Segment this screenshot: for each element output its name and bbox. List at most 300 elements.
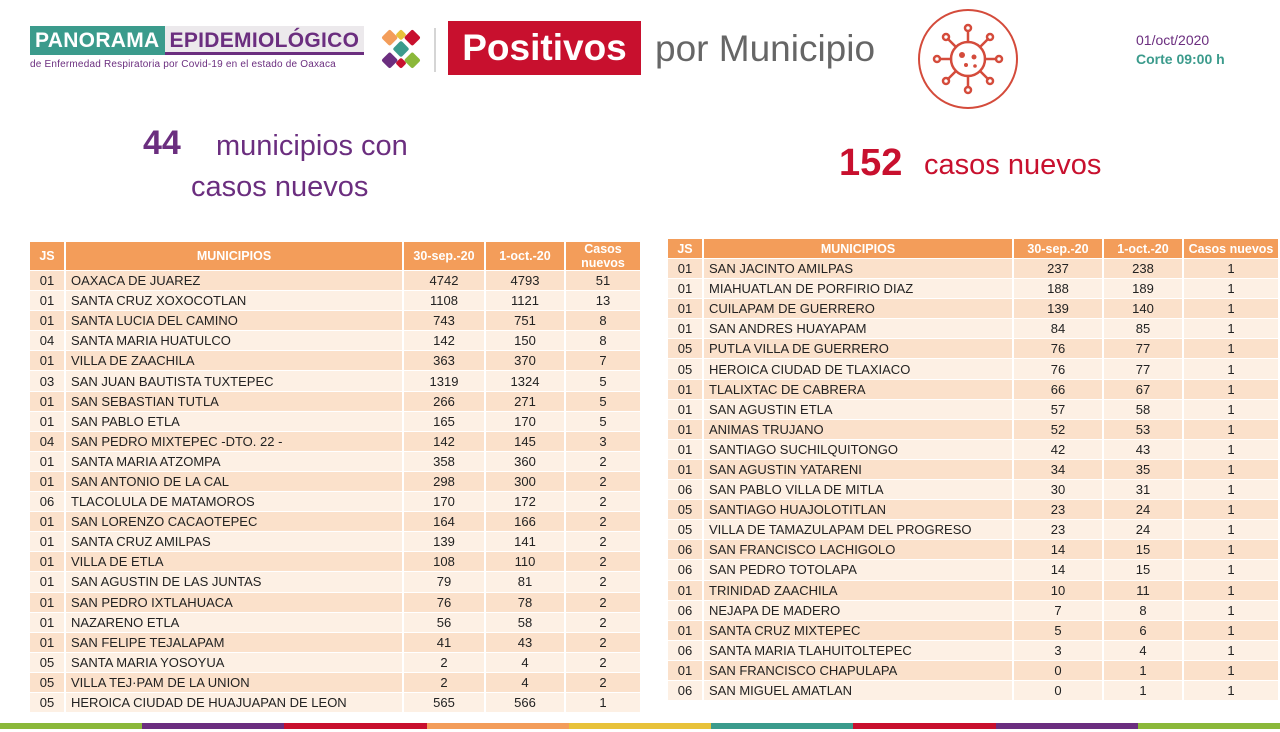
cell-new-cases: 1 — [1184, 681, 1280, 701]
report-cutoff: Corte 09:00 h — [1136, 51, 1225, 67]
table-row — [30, 432, 642, 452]
cell-js: 05 — [668, 339, 704, 359]
cell-new-cases: 7 — [566, 351, 642, 371]
col-oct1-header: 1-oct.-20 — [1104, 239, 1184, 259]
cell-sep30: 7 — [1014, 601, 1104, 621]
col-js-header: JS — [30, 242, 66, 271]
cell-new-cases: 1 — [1184, 380, 1280, 400]
brand-title — [30, 26, 375, 55]
cell-js: 01 — [30, 512, 66, 532]
table-row — [668, 380, 1280, 400]
municipalities-label-line2: casos nuevos — [191, 171, 369, 203]
table-row — [30, 532, 642, 552]
footer-color-segment — [427, 723, 569, 729]
x-logo-icon — [376, 24, 426, 74]
cell-js: 05 — [668, 520, 704, 540]
cell-oct1: 15 — [1104, 540, 1184, 560]
cell-municipio: SAN FELIPE TEJALAPAM — [66, 633, 404, 653]
cell-sep30: 0 — [1014, 661, 1104, 681]
cell-sep30: 23 — [1014, 500, 1104, 520]
cell-new-cases: 1 — [1184, 299, 1280, 319]
cell-new-cases: 1 — [566, 693, 642, 713]
cell-new-cases: 1 — [1184, 259, 1280, 279]
cell-new-cases: 5 — [566, 392, 642, 412]
cell-municipio: SAN ANTONIO DE LA CAL — [66, 472, 404, 492]
cell-oct1: 67 — [1104, 380, 1184, 400]
cell-oct1: 1121 — [486, 291, 566, 311]
cell-municipio: HEROICA CIUDAD DE HUAJUAPAN DE LEON — [66, 693, 404, 713]
cell-municipio: ANIMAS TRUJANO — [704, 420, 1014, 440]
cell-js: 01 — [30, 351, 66, 371]
cell-oct1: 58 — [1104, 400, 1184, 420]
cell-oct1: 141 — [486, 532, 566, 552]
cell-new-cases: 1 — [1184, 621, 1280, 641]
title-highlight: Positivos — [448, 21, 641, 75]
cell-sep30: 298 — [404, 472, 486, 492]
cell-municipio: CUILAPAM DE GUERRERO — [704, 299, 1014, 319]
cell-sep30: 170 — [404, 492, 486, 512]
cell-municipio: SANTA CRUZ MIXTEPEC — [704, 621, 1014, 641]
cell-sep30: 266 — [404, 392, 486, 412]
cell-oct1: 145 — [486, 432, 566, 452]
cell-new-cases: 2 — [566, 472, 642, 492]
cell-oct1: 43 — [486, 633, 566, 653]
cell-municipio: SANTA MARIA ATZOMPA — [66, 452, 404, 472]
table-row — [668, 641, 1280, 661]
cell-js: 01 — [30, 633, 66, 653]
cell-new-cases: 1 — [1184, 319, 1280, 339]
title-rest: por Municipio — [655, 28, 876, 69]
footer-color-bar — [0, 723, 1280, 729]
cell-new-cases: 2 — [566, 552, 642, 572]
cell-oct1: 77 — [1104, 359, 1184, 379]
table-row — [668, 661, 1280, 681]
cell-municipio: SAN PABLO ETLA — [66, 412, 404, 432]
cases-table-right — [668, 239, 1280, 701]
cell-municipio: SAN JACINTO AMILPAS — [704, 259, 1014, 279]
cell-oct1: 31 — [1104, 480, 1184, 500]
cell-js: 01 — [668, 420, 704, 440]
table-row — [30, 351, 642, 371]
cell-oct1: 238 — [1104, 259, 1184, 279]
table-row — [668, 400, 1280, 420]
cell-sep30: 57 — [1014, 400, 1104, 420]
cell-sep30: 5 — [1014, 621, 1104, 641]
cell-sep30: 237 — [1014, 259, 1104, 279]
cell-js: 01 — [30, 472, 66, 492]
cell-sep30: 76 — [404, 593, 486, 613]
cell-new-cases: 1 — [1184, 440, 1280, 460]
table-row — [30, 633, 642, 653]
cell-oct1: 85 — [1104, 319, 1184, 339]
table-row — [30, 512, 642, 532]
table-row — [30, 673, 642, 693]
cell-new-cases: 1 — [1184, 339, 1280, 359]
cell-sep30: 142 — [404, 331, 486, 351]
cell-js: 01 — [668, 400, 704, 420]
cell-new-cases: 2 — [566, 673, 642, 693]
cell-sep30: 66 — [1014, 380, 1104, 400]
cell-new-cases: 1 — [1184, 520, 1280, 540]
table-row — [30, 371, 642, 391]
cell-js: 04 — [30, 432, 66, 452]
table-row — [668, 420, 1280, 440]
table-row — [30, 311, 642, 331]
cell-sep30: 42 — [1014, 440, 1104, 460]
cell-js: 06 — [30, 492, 66, 512]
col-municipios-header: MUNICIPIOS — [704, 239, 1014, 259]
cell-sep30: 2 — [404, 673, 486, 693]
table-row — [668, 560, 1280, 580]
cell-js: 01 — [668, 621, 704, 641]
cell-municipio: SAN PEDRO IXTLAHUACA — [66, 593, 404, 613]
cell-sep30: 84 — [1014, 319, 1104, 339]
cell-municipio: SAN LORENZO CACAOTEPEC — [66, 512, 404, 532]
cell-sep30: 565 — [404, 693, 486, 713]
cell-new-cases: 1 — [1184, 661, 1280, 681]
cell-oct1: 172 — [486, 492, 566, 512]
cell-sep30: 23 — [1014, 520, 1104, 540]
table-row — [668, 299, 1280, 319]
cell-js: 01 — [30, 552, 66, 572]
cell-oct1: 1 — [1104, 681, 1184, 701]
cell-sep30: 76 — [1014, 359, 1104, 379]
cell-municipio: TLACOLULA DE MATAMOROS — [66, 492, 404, 512]
table-row — [30, 693, 642, 713]
cell-js: 01 — [668, 661, 704, 681]
header-divider — [434, 28, 436, 72]
table-row — [668, 520, 1280, 540]
cell-js: 05 — [668, 359, 704, 379]
cell-sep30: 1108 — [404, 291, 486, 311]
cell-sep30: 4742 — [404, 271, 486, 291]
cell-js: 01 — [668, 440, 704, 460]
cell-js: 06 — [668, 681, 704, 701]
cell-oct1: 751 — [486, 311, 566, 331]
table-header-row — [30, 242, 642, 271]
cell-municipio: SAN PABLO VILLA DE MITLA — [704, 480, 1014, 500]
cell-oct1: 77 — [1104, 339, 1184, 359]
brand-logo — [30, 26, 375, 70]
cell-sep30: 743 — [404, 311, 486, 331]
table-row — [30, 492, 642, 512]
table-row — [30, 452, 642, 472]
footer-color-segment — [0, 723, 142, 729]
cell-js: 01 — [30, 452, 66, 472]
col-sep30-header: 30-sep.-20 — [404, 242, 486, 271]
cell-js: 05 — [30, 693, 66, 713]
cell-js: 01 — [30, 593, 66, 613]
cell-oct1: 189 — [1104, 279, 1184, 299]
cell-js: 01 — [30, 271, 66, 291]
cell-js: 01 — [30, 311, 66, 331]
cell-new-cases: 2 — [566, 653, 642, 673]
cell-oct1: 6 — [1104, 621, 1184, 641]
cell-municipio: SAN JUAN BAUTISTA TUXTEPEC — [66, 371, 404, 391]
cell-sep30: 188 — [1014, 279, 1104, 299]
cell-oct1: 4 — [1104, 641, 1184, 661]
cell-new-cases: 2 — [566, 593, 642, 613]
footer-color-segment — [853, 723, 995, 729]
cell-sep30: 165 — [404, 412, 486, 432]
cell-municipio: HEROICA CIUDAD DE TLAXIACO — [704, 359, 1014, 379]
cell-js: 01 — [668, 299, 704, 319]
col-new-cases-header: Casos nuevos — [566, 242, 642, 271]
cell-js: 06 — [668, 560, 704, 580]
cell-js: 05 — [30, 673, 66, 693]
cell-js: 01 — [668, 279, 704, 299]
cell-oct1: 271 — [486, 392, 566, 412]
cell-oct1: 11 — [1104, 581, 1184, 601]
table-row — [668, 500, 1280, 520]
cell-oct1: 566 — [486, 693, 566, 713]
cell-municipio: MIAHUATLAN DE PORFIRIO DIAZ — [704, 279, 1014, 299]
cell-oct1: 110 — [486, 552, 566, 572]
table-row — [668, 621, 1280, 641]
table-row — [668, 460, 1280, 480]
cell-new-cases: 1 — [1184, 359, 1280, 379]
cell-oct1: 24 — [1104, 520, 1184, 540]
cell-js: 06 — [668, 601, 704, 621]
table-row — [668, 359, 1280, 379]
cell-js: 01 — [668, 319, 704, 339]
cell-municipio: NAZARENO ETLA — [66, 613, 404, 633]
table-row — [30, 392, 642, 412]
col-oct1-header: 1-oct.-20 — [486, 242, 566, 271]
cell-sep30: 30 — [1014, 480, 1104, 500]
cell-js: 01 — [30, 613, 66, 633]
cell-sep30: 79 — [404, 572, 486, 592]
footer-color-segment — [569, 723, 711, 729]
brand-part2: EPIDEMIOLÓGICO — [165, 26, 365, 55]
cell-sep30: 52 — [1014, 420, 1104, 440]
cell-new-cases: 1 — [1184, 480, 1280, 500]
cell-js: 01 — [668, 259, 704, 279]
cell-municipio: SANTA CRUZ XOXOCOTLAN — [66, 291, 404, 311]
cell-new-cases: 1 — [1184, 420, 1280, 440]
cell-js: 01 — [30, 532, 66, 552]
cell-js: 01 — [668, 581, 704, 601]
table-row — [30, 472, 642, 492]
col-municipios-header: MUNICIPIOS — [66, 242, 404, 271]
cell-sep30: 10 — [1014, 581, 1104, 601]
cell-js: 01 — [30, 572, 66, 592]
table-row — [30, 271, 642, 291]
cell-sep30: 41 — [404, 633, 486, 653]
cell-municipio: SAN ANDRES HUAYAPAM — [704, 319, 1014, 339]
cell-oct1: 140 — [1104, 299, 1184, 319]
virus-badge — [918, 9, 1018, 109]
cell-sep30: 0 — [1014, 681, 1104, 701]
cell-new-cases: 1 — [1184, 500, 1280, 520]
table-row — [668, 540, 1280, 560]
municipalities-count: 44 — [143, 124, 181, 162]
cell-oct1: 1 — [1104, 661, 1184, 681]
cell-sep30: 56 — [404, 613, 486, 633]
table-row — [30, 412, 642, 432]
cell-oct1: 300 — [486, 472, 566, 492]
cell-sep30: 14 — [1014, 540, 1104, 560]
cell-js: 03 — [30, 371, 66, 391]
cell-new-cases: 1 — [1184, 641, 1280, 661]
cell-new-cases: 2 — [566, 512, 642, 532]
cell-new-cases: 8 — [566, 311, 642, 331]
table-row — [668, 319, 1280, 339]
table-row — [668, 440, 1280, 460]
cell-municipio: VILLA DE TAMAZULAPAM DEL PROGRESO — [704, 520, 1014, 540]
cell-sep30: 76 — [1014, 339, 1104, 359]
virus-icon — [920, 11, 1016, 107]
table-row — [30, 552, 642, 572]
cell-oct1: 4 — [486, 653, 566, 673]
cell-new-cases: 3 — [566, 432, 642, 452]
cell-new-cases: 2 — [566, 452, 642, 472]
cell-municipio: SAN FRANCISCO CHAPULAPA — [704, 661, 1014, 681]
cell-js: 04 — [30, 331, 66, 351]
cell-new-cases: 1 — [1184, 460, 1280, 480]
table-row — [30, 331, 642, 351]
cell-new-cases: 5 — [566, 412, 642, 432]
cell-js: 06 — [668, 641, 704, 661]
cell-sep30: 358 — [404, 452, 486, 472]
cell-sep30: 14 — [1014, 560, 1104, 580]
cell-oct1: 43 — [1104, 440, 1184, 460]
new-cases-label: casos nuevos — [924, 149, 1102, 181]
new-cases-count: 152 — [839, 142, 903, 184]
cell-js: 06 — [668, 540, 704, 560]
cell-municipio: SAN SEBASTIAN TUTLA — [66, 392, 404, 412]
cell-municipio: SANTA CRUZ AMILPAS — [66, 532, 404, 552]
cell-js: 05 — [30, 653, 66, 673]
brand-part1: PANORAMA — [30, 26, 165, 55]
table-row — [668, 259, 1280, 279]
cell-municipio: SAN FRANCISCO LACHIGOLO — [704, 540, 1014, 560]
cell-oct1: 58 — [486, 613, 566, 633]
cell-municipio: VILLA TEJ·PAM DE LA UNION — [66, 673, 404, 693]
table-row — [668, 581, 1280, 601]
cell-municipio: OAXACA DE JUAREZ — [66, 271, 404, 291]
cell-js: 01 — [668, 460, 704, 480]
cell-sep30: 3 — [1014, 641, 1104, 661]
footer-color-segment — [284, 723, 426, 729]
cell-municipio: VILLA DE ETLA — [66, 552, 404, 572]
col-sep30-header: 30-sep.-20 — [1014, 239, 1104, 259]
cell-municipio: SAN AGUSTIN YATARENI — [704, 460, 1014, 480]
cell-oct1: 81 — [486, 572, 566, 592]
table-row — [30, 593, 642, 613]
table-row — [30, 653, 642, 673]
table-row — [30, 613, 642, 633]
table-row — [668, 681, 1280, 701]
cell-new-cases: 2 — [566, 572, 642, 592]
cell-municipio: SANTIAGO HUAJOLOTITLAN — [704, 500, 1014, 520]
cell-sep30: 139 — [404, 532, 486, 552]
cell-municipio: SANTA MARIA HUATULCO — [66, 331, 404, 351]
cell-municipio: VILLA DE ZAACHILA — [66, 351, 404, 371]
cell-sep30: 363 — [404, 351, 486, 371]
cell-oct1: 150 — [486, 331, 566, 351]
cell-sep30: 34 — [1014, 460, 1104, 480]
cell-oct1: 24 — [1104, 500, 1184, 520]
cell-municipio: SANTIAGO SUCHILQUITONGO — [704, 440, 1014, 460]
cell-new-cases: 5 — [566, 371, 642, 391]
cell-new-cases: 1 — [1184, 400, 1280, 420]
cell-oct1: 170 — [486, 412, 566, 432]
brand-subtitle: de Enfermedad Respiratoria por Covid-19 en el estado de Oaxaca — [30, 59, 336, 70]
footer-color-segment — [1138, 723, 1280, 729]
cell-new-cases: 1 — [1184, 560, 1280, 580]
table-row — [30, 572, 642, 592]
cell-municipio: SANTA MARIA TLAHUITOLTEPEC — [704, 641, 1014, 661]
cell-new-cases: 1 — [1184, 540, 1280, 560]
cell-municipio: PUTLA VILLA DE GUERRERO — [704, 339, 1014, 359]
cell-oct1: 1324 — [486, 371, 566, 391]
cell-new-cases: 2 — [566, 633, 642, 653]
cell-js: 01 — [30, 412, 66, 432]
cell-js: 01 — [30, 392, 66, 412]
cell-new-cases: 13 — [566, 291, 642, 311]
cell-oct1: 53 — [1104, 420, 1184, 440]
cell-oct1: 166 — [486, 512, 566, 532]
cell-oct1: 4 — [486, 673, 566, 693]
footer-color-segment — [996, 723, 1138, 729]
cell-sep30: 142 — [404, 432, 486, 452]
cell-sep30: 108 — [404, 552, 486, 572]
cell-new-cases: 1 — [1184, 581, 1280, 601]
cell-new-cases: 51 — [566, 271, 642, 291]
report-date: 01/oct/2020 — [1136, 32, 1210, 48]
footer-color-segment — [142, 723, 284, 729]
col-new-cases-header: Casos nuevos — [1184, 239, 1280, 259]
cases-table-left — [30, 242, 642, 713]
cell-municipio: SAN AGUSTIN ETLA — [704, 400, 1014, 420]
cell-municipio: TRINIDAD ZAACHILA — [704, 581, 1014, 601]
cell-oct1: 15 — [1104, 560, 1184, 580]
cell-oct1: 78 — [486, 593, 566, 613]
cell-js: 06 — [668, 480, 704, 500]
cell-new-cases: 2 — [566, 532, 642, 552]
cell-new-cases: 8 — [566, 331, 642, 351]
table-row — [668, 480, 1280, 500]
cell-municipio: SAN PEDRO TOTOLAPA — [704, 560, 1014, 580]
col-js-header: JS — [668, 239, 704, 259]
cell-new-cases: 2 — [566, 492, 642, 512]
municipalities-label-line1: municipios con — [216, 130, 408, 162]
cell-sep30: 139 — [1014, 299, 1104, 319]
cell-oct1: 4793 — [486, 271, 566, 291]
cell-municipio: SAN PEDRO MIXTEPEC -DTO. 22 - — [66, 432, 404, 452]
table-header-row — [668, 239, 1280, 259]
cell-new-cases: 1 — [1184, 279, 1280, 299]
cell-sep30: 164 — [404, 512, 486, 532]
table-row — [668, 279, 1280, 299]
cell-sep30: 1319 — [404, 371, 486, 391]
cell-municipio: NEJAPA DE MADERO — [704, 601, 1014, 621]
cell-js: 01 — [30, 291, 66, 311]
cell-oct1: 35 — [1104, 460, 1184, 480]
footer-color-segment — [711, 723, 853, 729]
cell-new-cases: 1 — [1184, 601, 1280, 621]
table-row — [668, 339, 1280, 359]
cell-municipio: SAN AGUSTIN DE LAS JUNTAS — [66, 572, 404, 592]
cell-municipio: SANTA MARIA YOSOYUA — [66, 653, 404, 673]
cell-municipio: SANTA LUCIA DEL CAMINO — [66, 311, 404, 331]
cell-oct1: 8 — [1104, 601, 1184, 621]
cell-js: 01 — [668, 380, 704, 400]
cell-js: 05 — [668, 500, 704, 520]
table-row — [30, 291, 642, 311]
cell-new-cases: 2 — [566, 613, 642, 633]
